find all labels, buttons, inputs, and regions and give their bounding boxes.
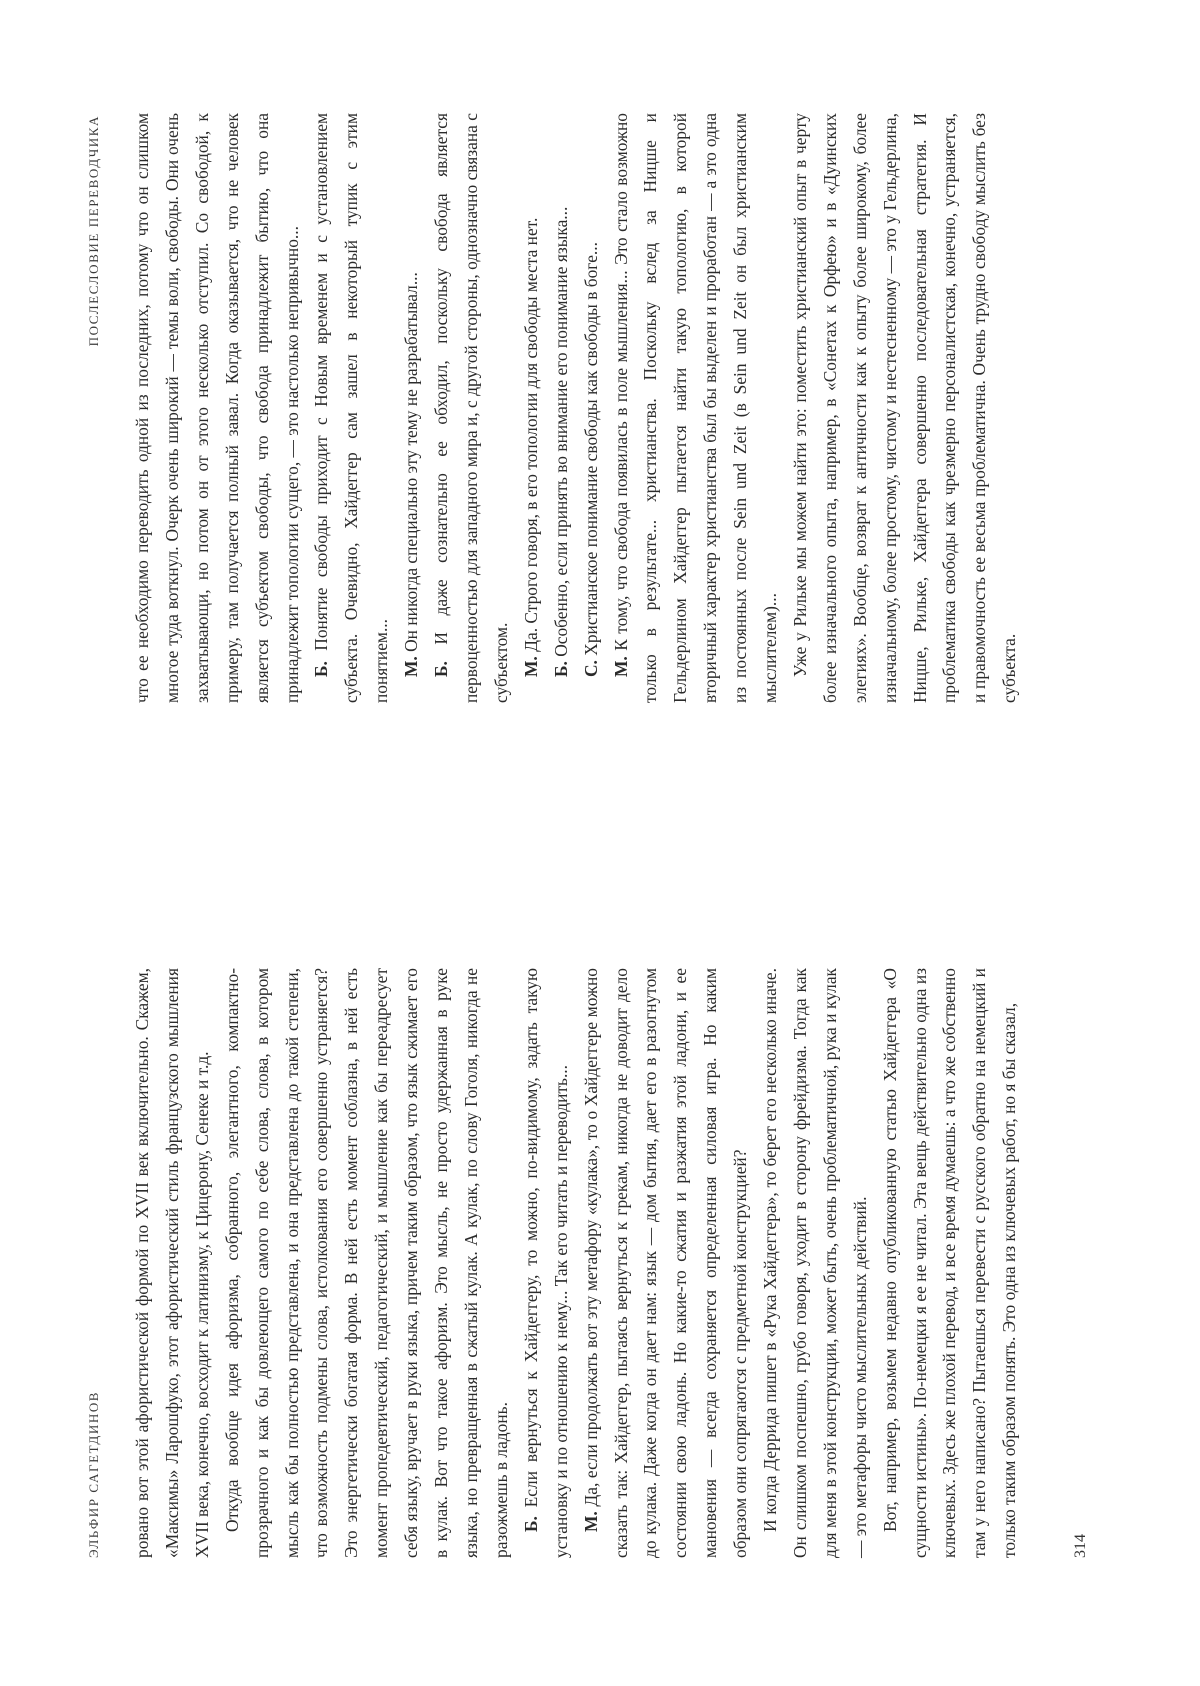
paragraph-text: Понятие свободы приходит с Новым временем и с установлением субъекта. Очевидно, Хайдеггер сам зашел в некоторый тупик с этим понятием...	[311, 113, 392, 703]
paragraph	[307, 113, 397, 703]
paragraph	[128, 968, 218, 1558]
speaker-label: М.	[520, 656, 541, 677]
speaker-label: Б.	[431, 661, 452, 677]
paragraph-text: И когда Деррида пишет в «Рука Хайдеггера», то берет его несколько иначе. Он слишком поспешно, грубо говоря, уходит в сторону фрейдизма. Тогда как для меня в этой конструкции, может быть, очень проблематичной, рука и кулак — это метафоры чисто мыслительных действий.	[760, 968, 870, 1558]
speaker-label: М.	[401, 656, 422, 677]
paragraph	[218, 968, 517, 1558]
speaker-label: М.	[610, 656, 631, 677]
speaker-label: Б.	[550, 661, 571, 677]
paragraph-text: ровано вот этой афористической формой по XVII век включительно. Скажем, «Максимы» Ларошфуко, этот афористический стиль французского мышления XVII века, конечно, восходит к латинизму, к Цицерону, Сенеке и т.д.	[132, 968, 212, 1558]
paragraph-text: Да. Строго говоря, в его топологии для свободы места нет.	[520, 217, 541, 657]
paragraph-text: Христианское понимание свободы как свободы в боге...	[580, 242, 601, 661]
speaker-label: Б.	[520, 1516, 541, 1532]
speaker-label: Б.	[311, 661, 332, 677]
paragraph-text: И даже сознательно ее обходил, поскольку свобода является первоценностью для западного мира и, с другой стороны, однозначно связана с субъектом.	[431, 113, 511, 703]
left-page	[0, 843, 1200, 1686]
right-text-block	[128, 113, 1025, 703]
paragraph-text: К тому, что свобода появилась в поле мышления... Это стало возможно только в результате... христианства. Поскольку вслед за Ницше и Гельдерлином Хайдеггер пытается найти такую топологию, в которой вторичный характер христианства был бы выделен и проработан — а это одна из постоянных после Sein und Zeit (в Sein und Zeit он был христианским мыслителем)...	[610, 113, 781, 703]
paragraph	[876, 968, 1026, 1558]
paragraph	[607, 113, 786, 703]
paragraph-text: Да, если продолжать вот эту метафору «кулака», то о Хайдеггере можно сказать так: Хайдеггер, пытаясь вернуться к грекам, никогда не доводит дело до кулака. Даже когда он дает нам: язык — дом бытия, дает его в разогнутом состоянии свою ладонь. Но какие-то сжатия и разжатия этой ладони, и ее мановения — всегда сохраняется определенная силовая игра. Но каким образом они сопрягаются с предметной конструкцией?	[580, 968, 751, 1558]
left-text-block	[128, 968, 1025, 1558]
page-number: 314	[1072, 1534, 1089, 1558]
paragraph	[427, 113, 517, 703]
speaker-label: М.	[580, 1511, 601, 1532]
speaker-label: С.	[580, 660, 601, 677]
paragraph-text: Он никогда специально эту тему не разрабатывал...	[401, 272, 422, 657]
paragraph-text: Уже у Рильке мы можем найти это: поместить христианский опыт в черту более изначального опыта, например, в «Сонетах к Орфею» и в «Дуинских элегиях». Вообще, возврат к античности как к опыту более широкому, более изначальному, более простому, чистому и нестесненному — это у Гельдерлина, Ницше, Рильке, Хайдеггера совершенно последовательная стратегия. И проблематика свободы как чрезмерно персоналистская, конечно, устраняется, и правомочность ее весьма проблематична. Очень трудно свободу мыслить без субъекта.	[789, 113, 1020, 703]
paragraph-text: Особенно, если принять во внимание его понимание языка...	[550, 206, 571, 662]
paragraph	[547, 113, 577, 703]
paragraph-text: Откуда вообще идея афоризма, собранного, элегантного, компактно-прозрачного и как бы довлеющего самого по себе слова, слова, в котором мысль как бы полностью представлена, и она представлена до такой степени, что возможность подмены слова, истолкования его совершенно устраняется? Это энергетически богатая форма. В ней есть момент соблазна, в ней есть момент пропедевтический, педагогический, и мышление как бы переадресует себя языку, вручает в руки языка, причем таким образом, что язык сжимает его в кулак. Вот что такое афоризм. Это мысль, не просто удержанная в руке языка, но превращенная в сжатый кулак. А кулак, по слову Гоголя, никогда не разожмешь в ладонь.	[221, 968, 511, 1558]
running-head-section: ПОСЛЕСЛОВИЕ ПЕРЕВОДЧИКА	[86, 115, 101, 347]
paragraph	[397, 113, 427, 703]
paragraph-text: Если вернуться к Хайдеггеру, то можно, по-видимому, задать такую установку и по отношению к нему... Так его читать и переводить...	[520, 968, 571, 1558]
paragraph	[517, 968, 577, 1558]
paragraph	[577, 968, 756, 1558]
paragraph-text: что ее необходимо переводить одной из последних, потому что он слишком многое туда воткнул. Очерк очень широкий — темы воли, свободы. Они очень захватывающи, но потом он от этого несколько отступил. Со свободой, к примеру, там получается полный завал. Когда оказывается, что не человек является субъектом свободы, что свобода принадлежит бытию, что она принадлежит топологии сущего, — это настолько непривычно...	[132, 113, 302, 703]
paragraph-text: Вот, например, возьмем недавно опубликованную статью Хайдеггера «О сущности истины». По-немецки я ее не читал. Эта вещь действительно одна из ключевых. Здесь же плохой перевод, и все время думаешь: а что же собственно там у него написано? Пытаешься перевести с русского обратно на немецкий и только таким образом понять. Это одна из ключевых работ, но я бы сказал,	[879, 968, 1020, 1558]
paragraph	[517, 113, 547, 703]
paragraph	[128, 113, 307, 703]
paragraph	[786, 113, 1025, 703]
running-head-author: ЭЛЬФИР САГЕТДИНОВ	[86, 1390, 101, 1558]
paragraph	[756, 968, 876, 1558]
paragraph	[577, 113, 607, 703]
